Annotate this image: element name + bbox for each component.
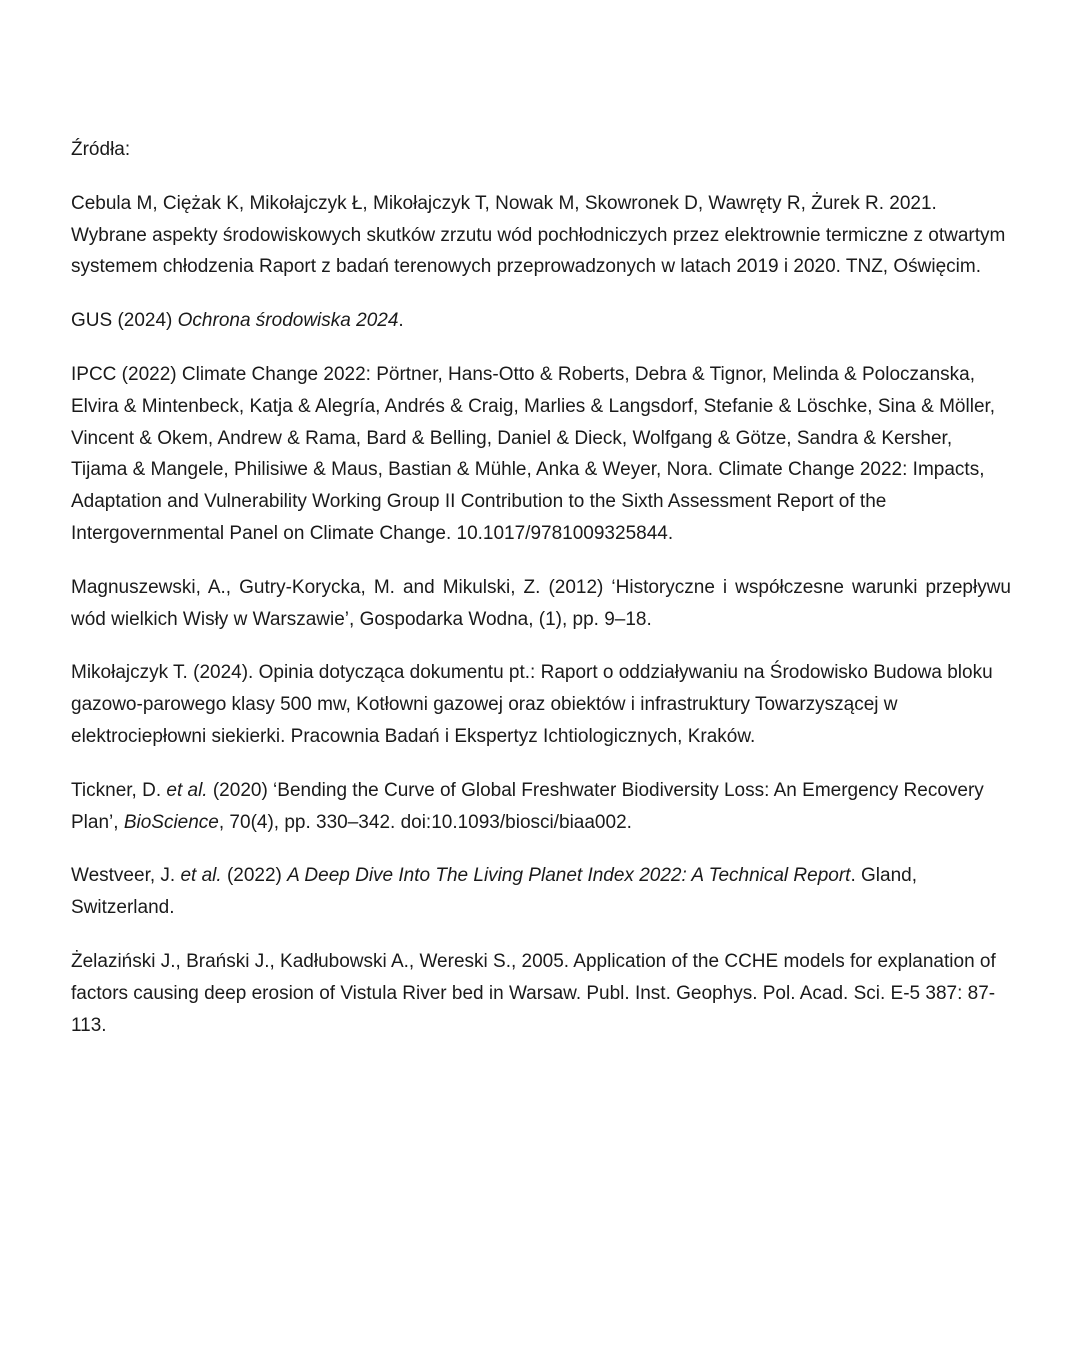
reference-text: (2022)	[221, 865, 288, 887]
document-page	[71, 134, 1011, 1063]
reference-italic-text: et al.	[180, 865, 222, 887]
reference-entry	[71, 188, 1011, 283]
reference-italic-text: Ochrona środowiska 2024	[177, 310, 399, 332]
reference-text: .	[398, 310, 404, 332]
reference-entry	[71, 946, 1011, 1041]
sources-heading: Źródła:	[71, 139, 131, 160]
reference-italic-text: A Deep Dive Into The Living Planet Index 2022: A Technical Report	[287, 865, 851, 887]
reference-entry	[71, 775, 1011, 839]
reference-text: Mikołajczyk T. (2024). Opinia dotycząca dokumentu pt.: Raport o oddziaływaniu na Środowisko Budowa bloku gazowo-parowego klasy 500 mw, Kotłowni gazowej oraz obiektów i infrastruktury Towarzyszącej w elektrociepłowni siekierki. Pracownia Badań i Ekspertyz Ichtiologicznych, Kraków.	[71, 662, 993, 747]
reference-list	[71, 188, 1011, 1042]
reference-text: , 70(4), pp. 330–342. doi:10.1093/biosci/biaa002.	[218, 811, 632, 833]
reference-entry	[71, 359, 1011, 550]
reference-text: Cebula M, Ciężak K, Mikołajczyk Ł, Mikołajczyk T, Nowak M, Skowronek D, Wawręty R, Żurek R. 2021. Wybrane aspekty środowiskowych skutków zrzutu wód pochłodniczych przez elektrownie termiczne z otwartym systemem chłodzenia Raport z badań terenowych przeprowadzonych w latach 2019 i 2020. TNZ, Oświęcim.	[71, 192, 1006, 278]
reference-text: GUS (2024)	[71, 310, 178, 332]
reference-text: Żelaziński J., Brański J., Kadłubowski A., Wereski S., 2005. Application of the CCHE models for explanation of factors causing deep erosion of Vistula River bed in Warsaw. Publ. Inst. Geophys. Pol. Acad. Sci. E-5 387: 87-113.	[71, 950, 996, 1036]
reference-text: Tickner, D.	[71, 779, 167, 801]
reference-text: (2020) ‘Bending the Curve of Global Freshwater Biodiversity Loss: An Emergency Recovery Plan’,	[71, 779, 984, 833]
reference-entry	[71, 657, 1011, 752]
reference-entry	[71, 305, 1011, 337]
reference-text: IPCC (2022) Climate Change 2022: Pörtner, Hans-Otto & Roberts, Debra & Tignor, Melinda & Poloczanska, Elvira & Mintenbeck, Katja & Alegría, Andrés & Craig, Marlies & Langsdorf, Stefanie & Löschke, Sina & Möller, Vincent & Okem, Andrew & Rama, Bard & Belling, Daniel & Dieck, Wolfgang & Götze, Sandra & Kersher, Tijama & Mangele, Philisiwe & Maus, Bastian & Mühle, Anka & Weyer, Nora. Climate Change 2022: Impacts, Adaptation and Vulnerability Working Group II Contribution to the Sixth Assessment Report of the Intergovernmental Panel on Climate Change. 10.1017/9781009325844.	[71, 363, 996, 544]
reference-italic-text: et al.	[166, 779, 208, 801]
reference-text: . Gland, Switzerland.	[71, 865, 918, 919]
reference-text: Westveer, J.	[71, 865, 181, 887]
reference-entry	[71, 860, 1011, 924]
reference-text: Magnuszewski, A., Gutry-Korycka, M. and Mikulski, Z. (2012) ‘Historyczne i współczesne warunki przepływu wód wielkich Wisły w Warszawie’, Gospodarka Wodna, (1), pp. 9–18.	[71, 576, 1011, 630]
reference-entry	[71, 572, 1011, 636]
reference-italic-text: BioScience	[123, 811, 219, 833]
